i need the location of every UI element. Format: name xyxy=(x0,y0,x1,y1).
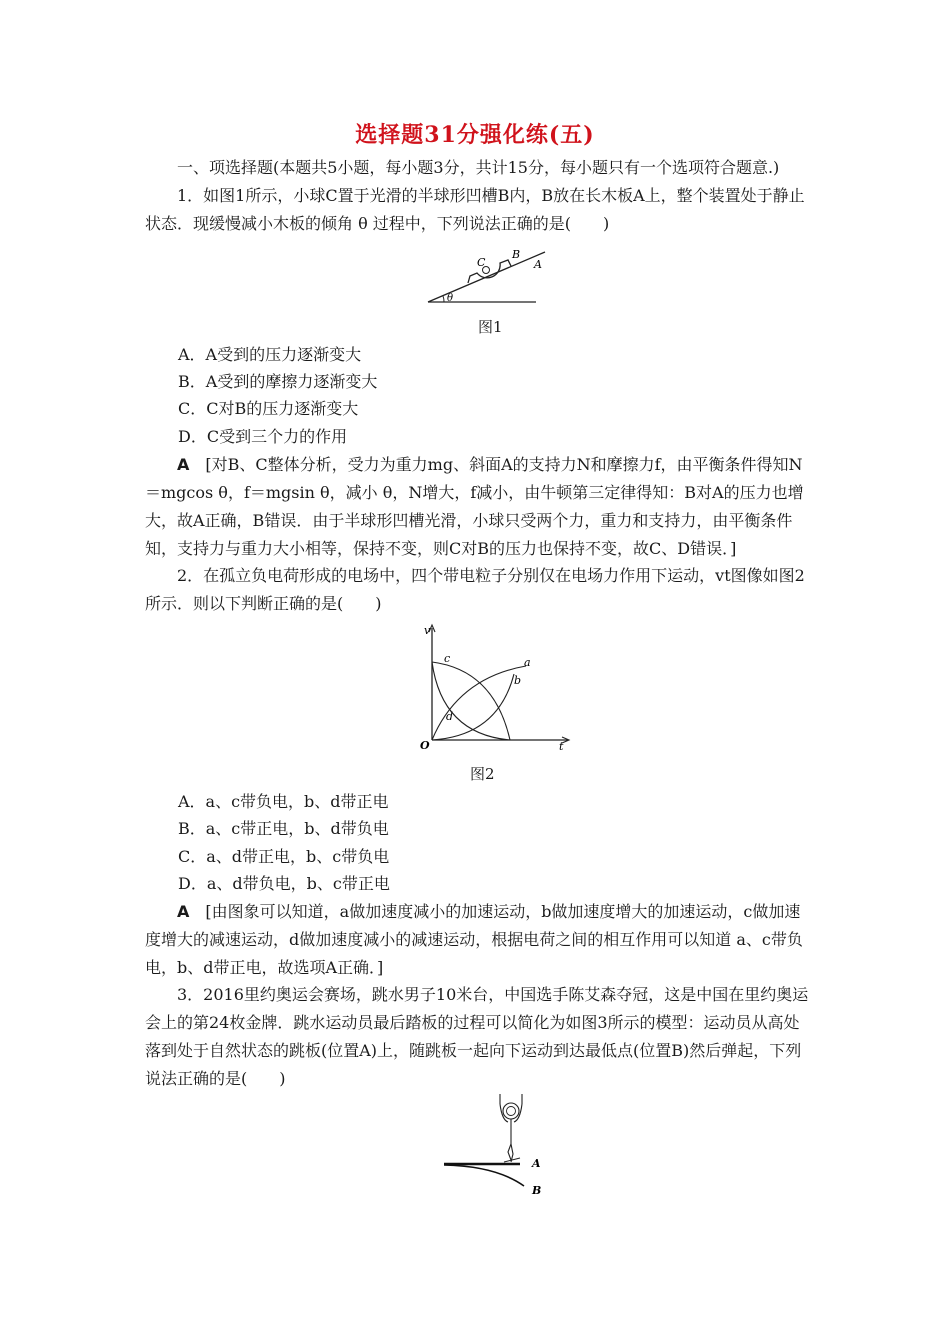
fig2-label-a: a xyxy=(524,656,531,669)
figure-2-caption: 图2 xyxy=(470,765,495,783)
fig1-label-a: A xyxy=(534,258,542,271)
figure-3-diving-board xyxy=(440,1092,560,1202)
figure-2-vt-graph xyxy=(418,622,578,752)
fig2-label-v: v xyxy=(424,624,431,637)
fig1-label-theta: θ xyxy=(447,293,454,304)
q1-option-c: C．C对B的压力逐渐变大 xyxy=(178,399,359,418)
fig1-label-b: B xyxy=(512,248,521,261)
question-3-stem: 3．2016里约奥运会赛场，跳水男子10米台，中国选手陈艾森夺冠，这是中国在里约奥运会上的第24枚金牌．跳水运动员最后踏板的过程可以简化为如图3所示的模型：运动员从高处落到处于自然状态的跳板(位置A)上，随跳板一起向下运动到达最低点(位置B)然后弹起，下列说法正确的是( ) xyxy=(145,985,809,1088)
q2-option-d: D．a、d带负电，b、c带正电 xyxy=(178,874,390,893)
fig2-label-t: t xyxy=(559,740,564,752)
section-header: 一、项选择题(本题共5小题，每小题3分，共计15分，每小题只有一个选项符合题意.) xyxy=(177,158,780,177)
q2-option-a: A．a、c带负电，b、d带正电 xyxy=(178,792,389,811)
q1-option-a: A．A受到的压力逐渐变大 xyxy=(178,345,362,364)
q2-option-c: C．a、d带正电，b、c带负电 xyxy=(178,847,390,866)
question-1-stem: 1．如图1所示，小球C置于光滑的半球形凹槽B内，B放在长木板A上，整个装置处于静止状态．现缓慢减小木板的倾角 θ 过程中，下列说法正确的是( ) xyxy=(145,186,805,233)
question-2-stem: 2．在孤立负电荷形成的电场中，四个带电粒子分别仅在电场力作用下运动，vt图像如图2所示．则以下判断正确的是( ) xyxy=(145,566,805,613)
page-title: 选择题31分强化练(五) xyxy=(355,122,595,148)
q1-option-d: D．C受到三个力的作用 xyxy=(178,427,348,446)
fig2-label-d: d xyxy=(446,710,454,723)
fig2-label-b: b xyxy=(514,674,522,687)
fig1-label-c: C xyxy=(477,256,486,269)
q1-answer-letter: A xyxy=(177,455,190,474)
q2-answer-letter: A xyxy=(177,902,190,921)
fig3-label-b: B xyxy=(532,1184,542,1197)
fig2-label-o: O xyxy=(420,739,430,752)
fig3-label-a: A xyxy=(532,1157,541,1170)
q1-answer xyxy=(145,451,810,563)
q2-answer xyxy=(145,898,810,982)
q2-option-b: B．a、c带正电，b、d带负电 xyxy=(178,819,389,838)
q1-explanation: [对B、C整体分析，受力为重力mg、斜面A的支持力N和摩擦力f，由平衡条件得知N＝mgcos θ，f＝mgsin θ，减小 θ，N增大，f减小，由牛顿第三定律得知：B对A的压力也增大，故A正确，B错误．由于半球形凹槽光滑，小球只受两个力，重力和支持力，由平衡条件知，支持力与重力大小相等，保持不变，则C对B的压力也保持不变，故C、D错误．] xyxy=(145,455,804,558)
q1-option-b: B．A受到的摩擦力逐渐变大 xyxy=(178,372,378,391)
fig2-label-c: c xyxy=(444,652,451,665)
figure-1-incline xyxy=(420,240,550,310)
figure-1-caption: 图1 xyxy=(478,318,503,336)
q2-explanation: [由图象可以知道，a做加速度减小的加速运动，b做加速度增大的加速运动，c做加速度增大的减速运动，d做加速度减小的减速运动，根据电荷之间的相互作用可以知道 a、c带负电，b、d带正电，故选项A正确．] xyxy=(145,902,803,977)
